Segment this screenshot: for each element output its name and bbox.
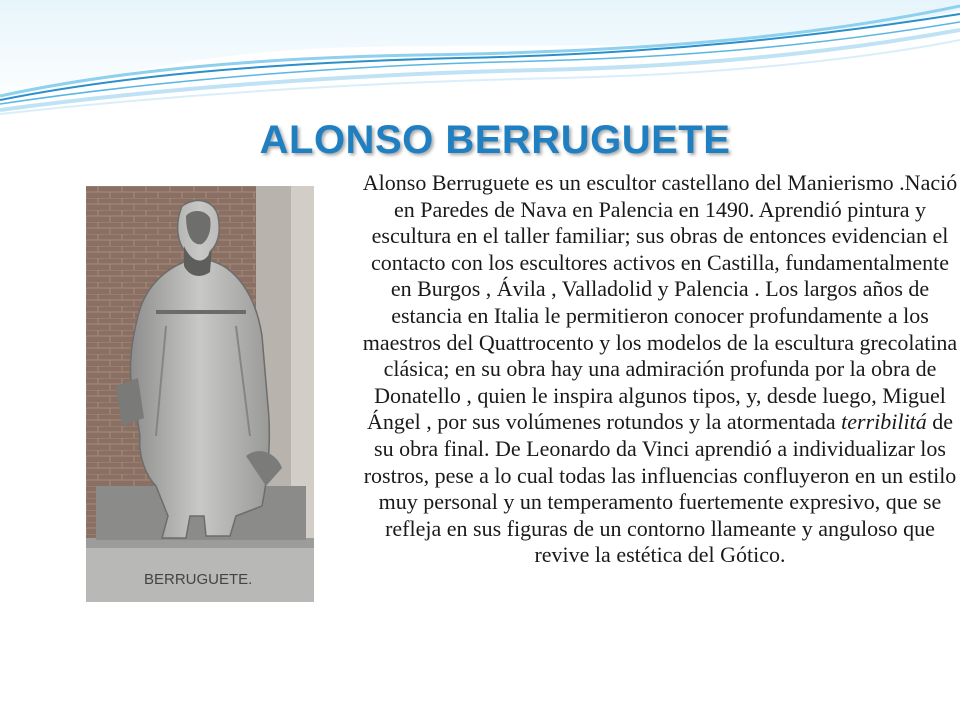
header-wave-decoration bbox=[0, 0, 960, 120]
slide-title: ALONSO BERRUGUETE bbox=[259, 118, 731, 162]
statue-photo bbox=[86, 186, 314, 602]
biography-italic-term: terribilitá bbox=[841, 409, 927, 435]
biography-text-part2: de su obra final. De Leonardo da Vinci aprendió a individualizar los rostros, pese a lo cual todas las influencias confluyeron en un estilo muy personal y un temperamento fuertemente expresivo, que se refleja en sus figuras de un contorno llameante y anguloso que revive la estética del Gótico. bbox=[363, 409, 957, 568]
biography-paragraph bbox=[360, 170, 960, 569]
biography-text-part1: Alonso Berruguete es un escultor castellano del Manierismo .Nació en Paredes de Nava en Palencia en 1490. Aprendió pintura y escultura en el taller familiar; sus obras de entonces evidencian el contacto con los escultores activos en Castilla, fundamentalmente en Burgos , Ávila , Valladolid y Palencia . Los largos años de estancia en Italia le permitieron conocer profundamente a los maestros del Quattrocento y los modelos de la escultura grecolatina clásica; en su obra hay una admiración profunda por la obra de Donatello , quien le inspira algunos tipos, y, desde luego, Miguel Ángel , por sus volúmenes rotundos y la atormentada bbox=[362, 170, 958, 435]
statue-plaque: BERRUGUETE. bbox=[144, 571, 253, 588]
